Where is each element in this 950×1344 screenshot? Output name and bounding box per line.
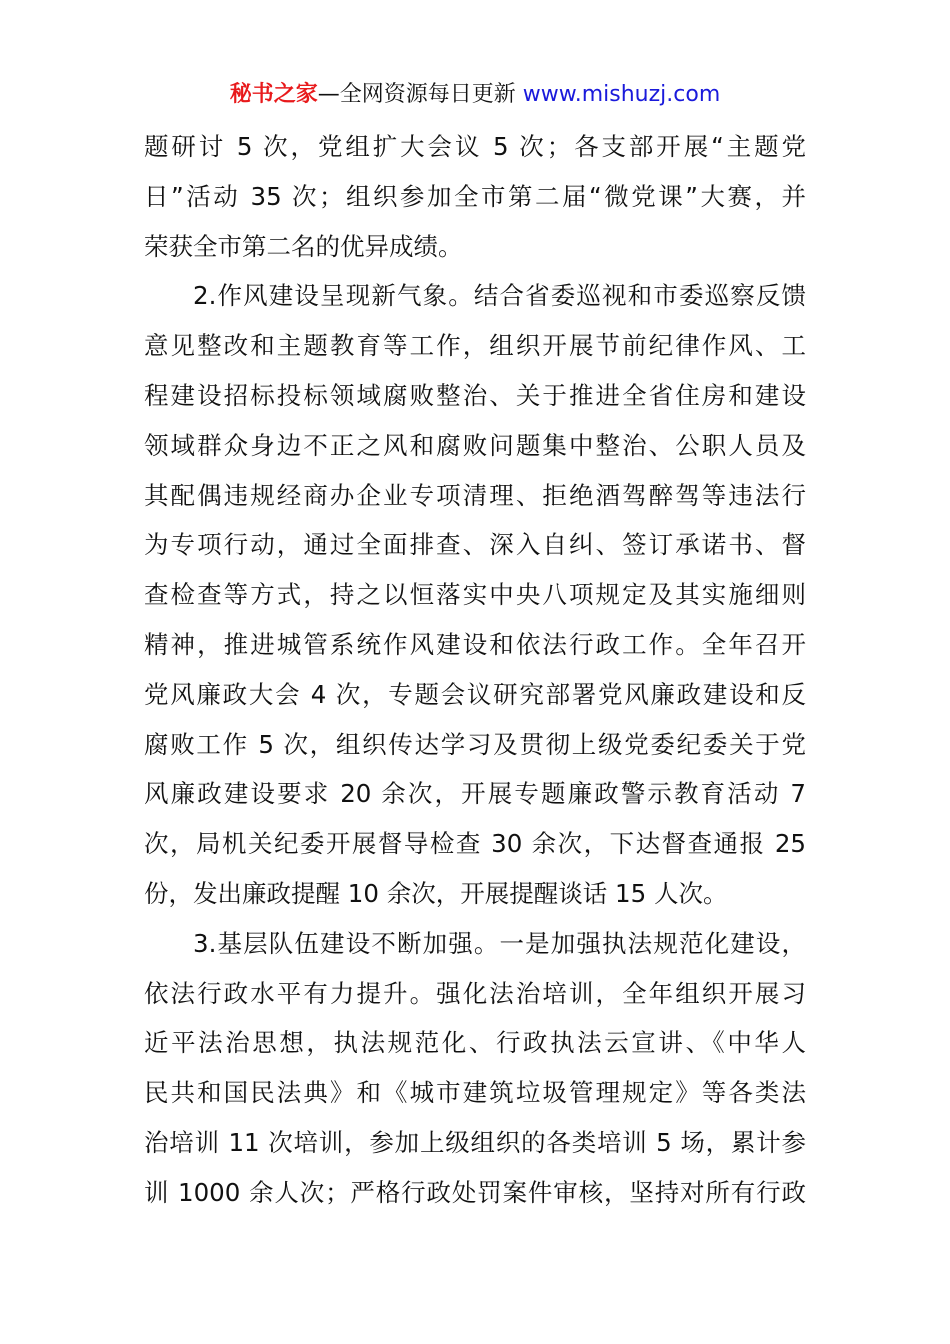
text-line: 腐败工作 5 次，组织传达学习及贯彻上级党委纪委关于党 <box>144 729 806 759</box>
site-url-link[interactable]: www.mishuzj.com <box>522 82 721 107</box>
text-line: 民共和国民法典》和《城市建筑垃圾管理规定》等各类法 <box>144 1078 806 1108</box>
text-line: 依法行政水平有力提升。强化法治培训，全年组织开展习 <box>144 978 806 1008</box>
text-line: 其配偶违规经商办企业专项清理、拒绝酒驾醉驾等违法行 <box>144 480 806 510</box>
text-line: 荣获全市第二名的优异成绩。 <box>144 231 463 261</box>
text-line: 题研讨 5 次，党组扩大会议 5 次；各支部开展“主题党 <box>144 132 806 161</box>
text-line: 风廉政建设要求 20 余次，开展专题廉政警示教育活动 7 <box>144 779 806 809</box>
text-line: 日”活动 35 次；组织参加全市第二届“微党课”大赛，并 <box>144 181 806 211</box>
text-line: 为专项行动，通过全面排查、深入自纠、签订承诺书、督 <box>144 530 806 560</box>
text-line: 查检查等方式，持之以恒落实中央八项规定及其实施细则 <box>144 580 806 610</box>
site-brand: 秘书之家 <box>229 82 318 107</box>
text-line: 份，发出廉政提醒 10 余次，开展提醒谈话 15 人次。 <box>144 878 728 908</box>
text-line: 次，局机关纪委开展督导检查 30 余次，下达督查通报 25 <box>144 829 806 859</box>
text-line: 党风廉政大会 4 次，专题会议研究部署党风廉政建设和反 <box>144 679 806 709</box>
site-tagline: —全网资源每日更新 <box>317 82 523 107</box>
page-header <box>0 78 950 112</box>
text-line: 程建设招标投标领域腐败整治、关于推进全省住房和建设 <box>144 380 806 410</box>
text-line: 近平法治思想，执法规范化、行政执法云宣讲、《中华人 <box>144 1028 806 1058</box>
paragraph-heading-line: 2.作风建设呈现新气象。结合省委巡视和市委巡察反馈 <box>193 281 806 311</box>
text-line: 意见整改和主题教育等工作，组织开展节前纪律作风、工 <box>144 331 806 361</box>
text-line: 训 1000 余人次；严格行政处罚案件审核，坚持对所有行政 <box>144 1177 806 1207</box>
text-line: 精神，推进城管系统作风建设和依法行政工作。全年召开 <box>144 629 806 659</box>
text-line: 治培训 11 次培训，参加上级组织的各类培训 5 场，累计参 <box>144 1127 806 1157</box>
text-line: 领域群众身边不正之风和腐败问题集中整治、公职人员及 <box>144 430 806 460</box>
paragraph-heading-line: 3.基层队伍建设不断加强。一是加强执法规范化建设， <box>193 928 806 958</box>
document-body <box>144 122 806 1218</box>
